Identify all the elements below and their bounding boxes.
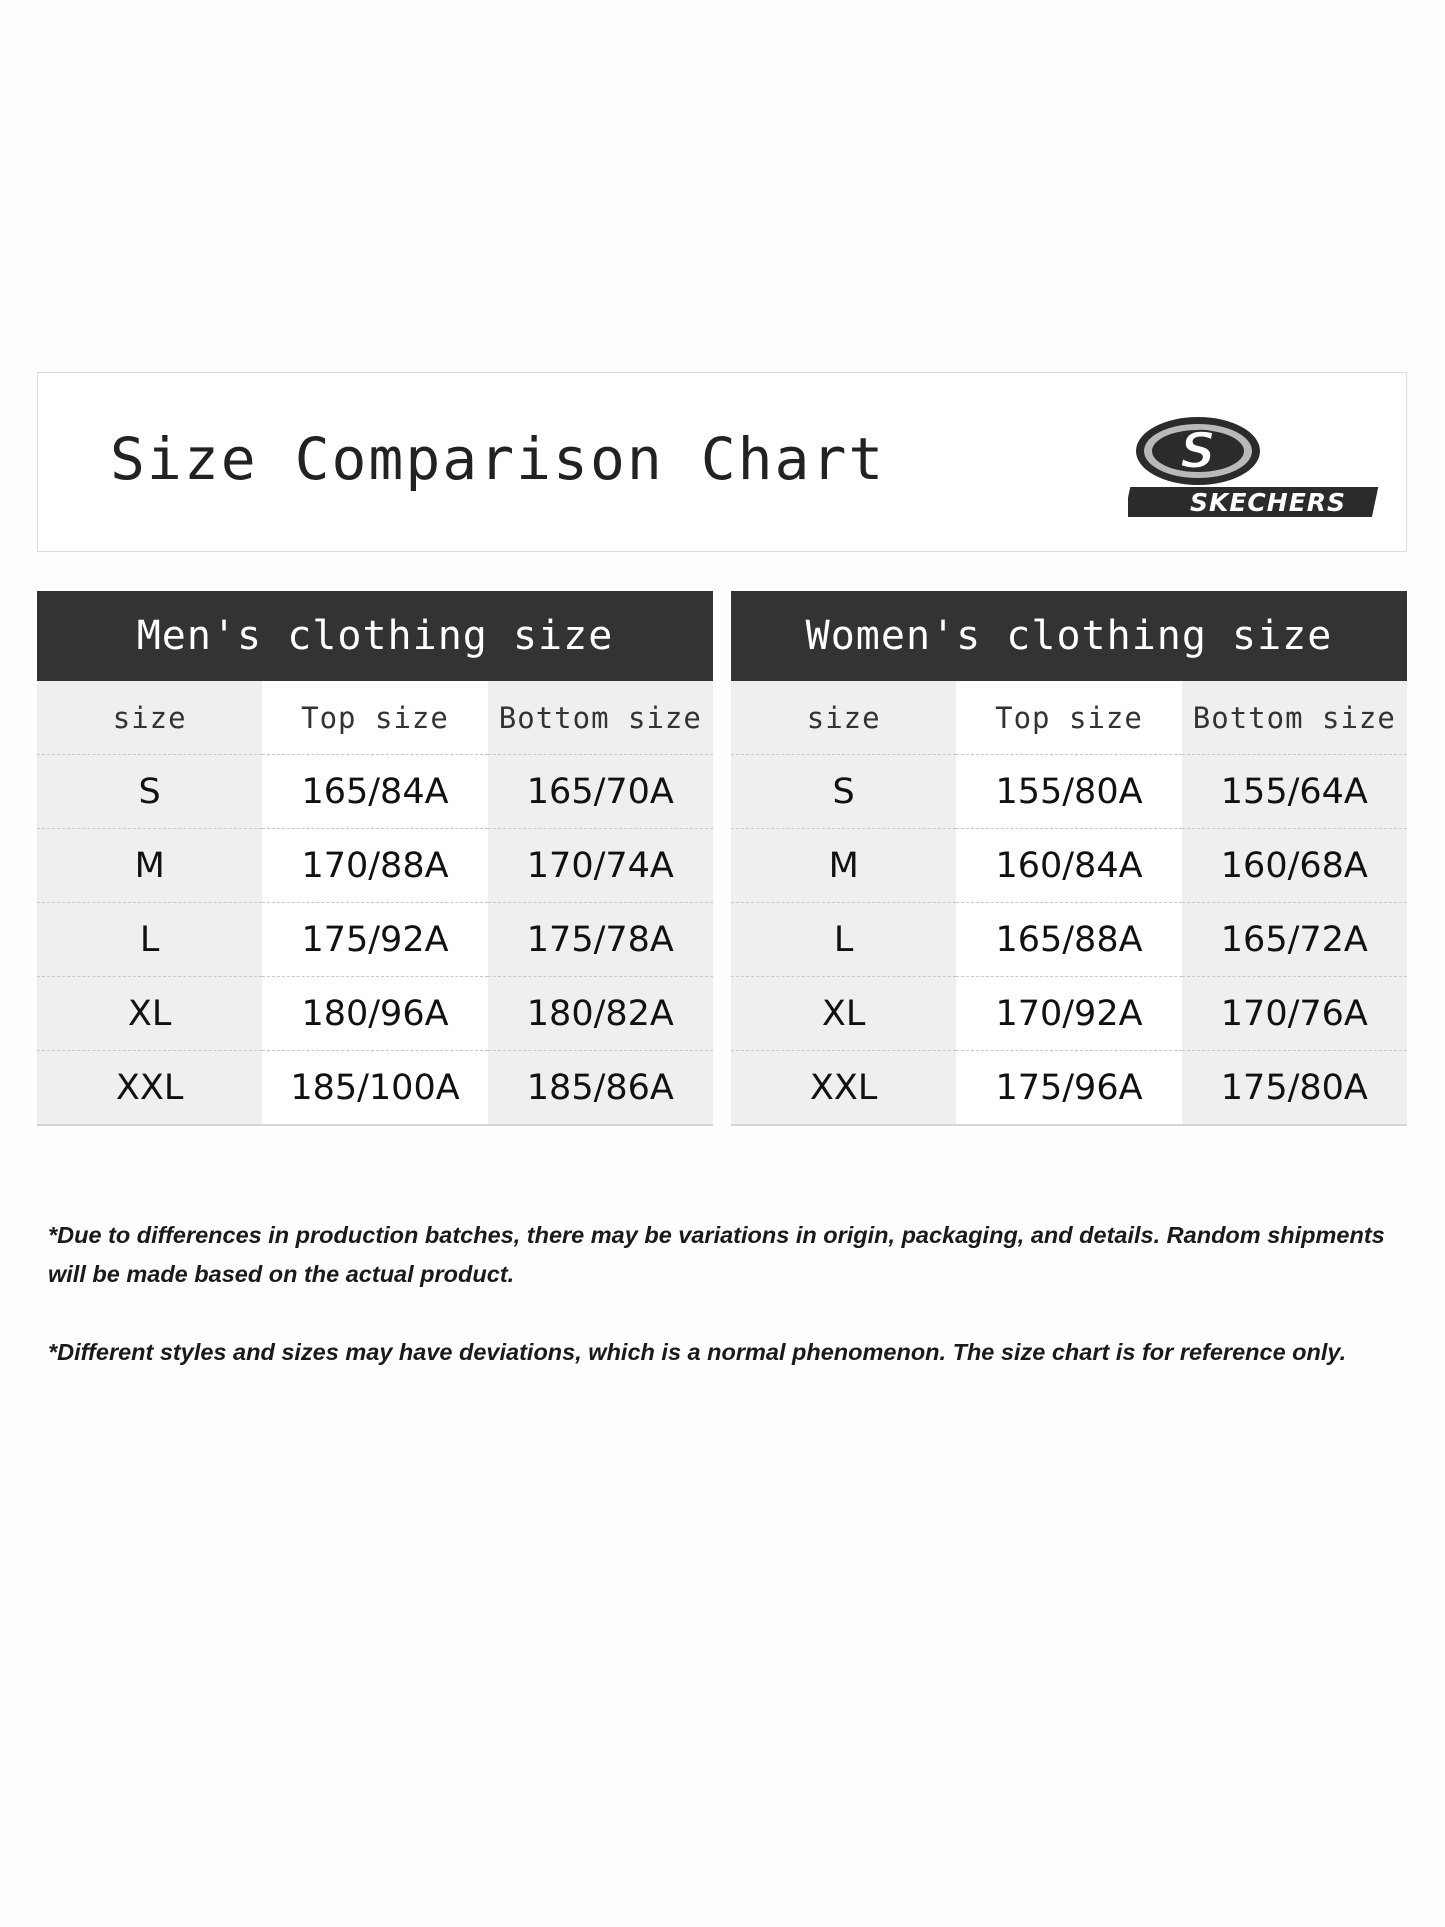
table-row [37, 829, 713, 903]
column-header-top-size: Top size [956, 681, 1181, 755]
bottom-size-cell: 185/86A [488, 1051, 713, 1126]
top-size-cell: 170/88A [262, 829, 487, 903]
size-cell: S [731, 755, 956, 829]
bottom-size-cell: 170/74A [488, 829, 713, 903]
table-row [37, 903, 713, 977]
table-row [731, 903, 1407, 977]
top-size-cell: 160/84A [956, 829, 1181, 903]
column-header-bottom-size: Bottom size [488, 681, 713, 755]
column-header-size: size [37, 681, 262, 755]
top-size-cell: 175/96A [956, 1051, 1181, 1126]
top-size-cell: 175/92A [262, 903, 487, 977]
table-row [731, 977, 1407, 1051]
size-cell: M [37, 829, 262, 903]
bottom-size-cell: 165/70A [488, 755, 713, 829]
womens-size-table [731, 591, 1407, 1126]
svg-text:SKECHERS: SKECHERS [1189, 488, 1347, 517]
table-row [37, 977, 713, 1051]
bottom-size-cell: 180/82A [488, 977, 713, 1051]
table-row [731, 1051, 1407, 1126]
top-size-cell: 155/80A [956, 755, 1181, 829]
bottom-size-cell: 170/76A [1182, 977, 1407, 1051]
womens-column-headers [731, 681, 1407, 755]
svg-text:S: S [1179, 422, 1217, 480]
size-cell: M [731, 829, 956, 903]
table-row [731, 829, 1407, 903]
mens-column-headers [37, 681, 713, 755]
size-cell: L [731, 903, 956, 977]
top-size-cell: 180/96A [262, 977, 487, 1051]
size-cell: XXL [37, 1051, 262, 1126]
top-size-cell: 165/88A [956, 903, 1181, 977]
mens-table-header: Men's clothing size [37, 591, 713, 681]
size-cell: S [37, 755, 262, 829]
size-cell: L [37, 903, 262, 977]
bottom-size-cell: 165/72A [1182, 903, 1407, 977]
title-banner [37, 372, 1407, 552]
womens-table-header: Women's clothing size [731, 591, 1407, 681]
column-header-top-size: Top size [262, 681, 487, 755]
top-size-cell: 185/100A [262, 1051, 487, 1126]
disclaimer-note-batches: *Due to differences in production batches, there may be variations in origin, packaging, and details. Random shipments will be made based on the actual product. [48, 1222, 1385, 1287]
table-row [37, 755, 713, 829]
bottom-size-cell: 155/64A [1182, 755, 1407, 829]
top-size-cell: 165/84A [262, 755, 487, 829]
bottom-size-cell: 175/80A [1182, 1051, 1407, 1126]
column-header-bottom-size: Bottom size [1182, 681, 1407, 755]
top-size-cell: 170/92A [956, 977, 1181, 1051]
size-cell: XXL [731, 1051, 956, 1126]
page-title: Size Comparison Chart [110, 425, 886, 493]
skechers-logo-icon [1128, 413, 1398, 523]
column-header-size: size [731, 681, 956, 755]
bottom-size-cell: 160/68A [1182, 829, 1407, 903]
size-cell: XL [37, 977, 262, 1051]
table-row [37, 1051, 713, 1126]
table-row [731, 755, 1407, 829]
size-cell: XL [731, 977, 956, 1051]
bottom-size-cell: 175/78A [488, 903, 713, 977]
mens-size-table [37, 591, 713, 1126]
disclaimer-note-deviations: *Different styles and sizes may have deviations, which is a normal phenomenon. The size chart is for reference only. [48, 1339, 1347, 1365]
